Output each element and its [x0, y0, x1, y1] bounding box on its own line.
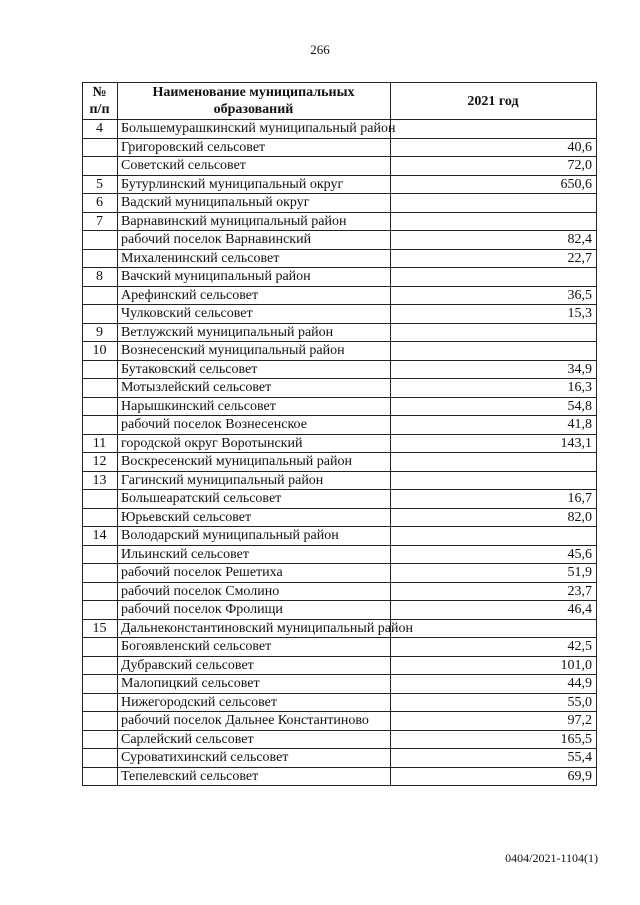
row-value: 69,9	[391, 767, 597, 786]
row-number	[83, 712, 118, 731]
row-number: 14	[83, 527, 118, 546]
row-value: 42,5	[391, 638, 597, 657]
row-name: Михаленинский сельсовет	[118, 249, 391, 268]
row-name: Суроватихинский сельсовет	[118, 749, 391, 768]
row-number	[83, 157, 118, 176]
row-value: 34,9	[391, 360, 597, 379]
table-row	[83, 619, 597, 638]
row-value: 165,5	[391, 730, 597, 749]
row-value: 97,2	[391, 712, 597, 731]
row-name: Чулковский сельсовет	[118, 305, 391, 324]
table-row	[83, 342, 597, 361]
row-name: Советский сельсовет	[118, 157, 391, 176]
table-row	[83, 712, 597, 731]
row-number	[83, 545, 118, 564]
row-number: 7	[83, 212, 118, 231]
row-number	[83, 379, 118, 398]
row-name: Варнавинский муниципальный район	[118, 212, 391, 231]
row-name: Ильинский сельсовет	[118, 545, 391, 564]
row-value: 55,0	[391, 693, 597, 712]
table-row	[83, 601, 597, 620]
row-number	[83, 730, 118, 749]
table-row	[83, 231, 597, 250]
row-value	[391, 120, 597, 139]
row-value	[391, 268, 597, 287]
table-row	[83, 323, 597, 342]
row-number: 8	[83, 268, 118, 287]
row-number	[83, 231, 118, 250]
row-number: 11	[83, 434, 118, 453]
table-body	[83, 120, 597, 786]
row-value: 15,3	[391, 305, 597, 324]
row-number: 10	[83, 342, 118, 361]
table-row	[83, 582, 597, 601]
row-name: Вадский муниципальный округ	[118, 194, 391, 213]
table-row	[83, 397, 597, 416]
row-number: 13	[83, 471, 118, 490]
table-row	[83, 471, 597, 490]
row-value	[391, 453, 597, 472]
table-row	[83, 564, 597, 583]
row-name: Юрьевский сельсовет	[118, 508, 391, 527]
table-row	[83, 249, 597, 268]
row-number	[83, 601, 118, 620]
row-number	[83, 138, 118, 157]
row-value: 23,7	[391, 582, 597, 601]
row-name: Большеаратский сельсовет	[118, 490, 391, 509]
row-number	[83, 305, 118, 324]
row-name: Дубравский сельсовет	[118, 656, 391, 675]
row-name: Гагинский муниципальный район	[118, 471, 391, 490]
table-row	[83, 693, 597, 712]
row-name: рабочий поселок Варнавинский	[118, 231, 391, 250]
row-name: Григоровский сельсовет	[118, 138, 391, 157]
row-name: Тепелевский сельсовет	[118, 767, 391, 786]
row-value: 36,5	[391, 286, 597, 305]
row-value	[391, 619, 597, 638]
row-name: Воскресенский муниципальный район	[118, 453, 391, 472]
row-number	[83, 638, 118, 657]
table-row	[83, 305, 597, 324]
row-value: 40,6	[391, 138, 597, 157]
row-value	[391, 527, 597, 546]
row-number: 4	[83, 120, 118, 139]
row-value: 44,9	[391, 675, 597, 694]
row-value: 55,4	[391, 749, 597, 768]
row-value: 82,4	[391, 231, 597, 250]
table-row	[83, 527, 597, 546]
row-number	[83, 286, 118, 305]
row-value	[391, 323, 597, 342]
table-row	[83, 749, 597, 768]
row-name: рабочий поселок Дальнее Константиново	[118, 712, 391, 731]
row-name: Володарский муниципальный район	[118, 527, 391, 546]
row-value: 101,0	[391, 656, 597, 675]
row-number	[83, 490, 118, 509]
row-value	[391, 471, 597, 490]
table-row	[83, 360, 597, 379]
row-value: 82,0	[391, 508, 597, 527]
municipal-table	[82, 82, 597, 786]
row-number	[83, 656, 118, 675]
table-row	[83, 268, 597, 287]
row-value: 41,8	[391, 416, 597, 435]
table-row	[83, 120, 597, 139]
row-name: Дальнеконстантиновский муниципальный район	[118, 619, 391, 638]
page-number: 266	[310, 42, 330, 57]
row-number	[83, 508, 118, 527]
row-name: Ветлужский муниципальный район	[118, 323, 391, 342]
row-value: 51,9	[391, 564, 597, 583]
row-value: 143,1	[391, 434, 597, 453]
row-number: 12	[83, 453, 118, 472]
table-row	[83, 379, 597, 398]
row-name: Вознесенский муниципальный район	[118, 342, 391, 361]
row-number	[83, 693, 118, 712]
table-row	[83, 138, 597, 157]
row-number: 6	[83, 194, 118, 213]
header-year: 2021 год	[391, 83, 597, 120]
row-name: Сарлейский сельсовет	[118, 730, 391, 749]
table-row	[83, 175, 597, 194]
header-number: № п/п	[83, 83, 118, 120]
row-name: Нарышкинский сельсовет	[118, 397, 391, 416]
row-value: 22,7	[391, 249, 597, 268]
row-value: 54,8	[391, 397, 597, 416]
row-name: Арефинский сельсовет	[118, 286, 391, 305]
table-row	[83, 453, 597, 472]
row-number: 5	[83, 175, 118, 194]
row-name: Мотызлейский сельсовет	[118, 379, 391, 398]
row-name: рабочий поселок Вознесенское	[118, 416, 391, 435]
row-value: 16,3	[391, 379, 597, 398]
row-number: 9	[83, 323, 118, 342]
row-number	[83, 749, 118, 768]
row-number	[83, 564, 118, 583]
row-value: 46,4	[391, 601, 597, 620]
row-name: Большемурашкинский муниципальный район	[118, 120, 391, 139]
table-row	[83, 286, 597, 305]
row-name: Бутурлинский муниципальный округ	[118, 175, 391, 194]
row-name: Бутаковский сельсовет	[118, 360, 391, 379]
table-row	[83, 656, 597, 675]
document-code: 0404/2021-1104(1)	[505, 851, 598, 865]
row-number	[83, 767, 118, 786]
row-name: Нижегородский сельсовет	[118, 693, 391, 712]
row-name: Малопицкий сельсовет	[118, 675, 391, 694]
row-value	[391, 342, 597, 361]
table-row	[83, 730, 597, 749]
row-value: 16,7	[391, 490, 597, 509]
table-row	[83, 194, 597, 213]
row-number	[83, 360, 118, 379]
table-row	[83, 212, 597, 231]
table-row	[83, 434, 597, 453]
row-value	[391, 212, 597, 231]
table-row	[83, 675, 597, 694]
row-value	[391, 194, 597, 213]
row-value: 72,0	[391, 157, 597, 176]
row-number: 15	[83, 619, 118, 638]
row-name: Вачский муниципальный район	[118, 268, 391, 287]
row-name: Богоявленский сельсовет	[118, 638, 391, 657]
table-row	[83, 545, 597, 564]
table-row	[83, 157, 597, 176]
row-number	[83, 416, 118, 435]
row-name: городской округ Воротынский	[118, 434, 391, 453]
table-row	[83, 416, 597, 435]
table-header-row	[83, 83, 597, 120]
row-name: рабочий поселок Решетиха	[118, 564, 391, 583]
table-row	[83, 638, 597, 657]
header-name: Наименование муниципальных образований	[118, 83, 391, 120]
row-number	[83, 582, 118, 601]
table-row	[83, 767, 597, 786]
row-number	[83, 397, 118, 416]
row-name: рабочий поселок Смолино	[118, 582, 391, 601]
row-number	[83, 249, 118, 268]
row-name: рабочий поселок Фролищи	[118, 601, 391, 620]
table-row	[83, 508, 597, 527]
row-value: 650,6	[391, 175, 597, 194]
table-row	[83, 490, 597, 509]
row-number	[83, 675, 118, 694]
row-value: 45,6	[391, 545, 597, 564]
